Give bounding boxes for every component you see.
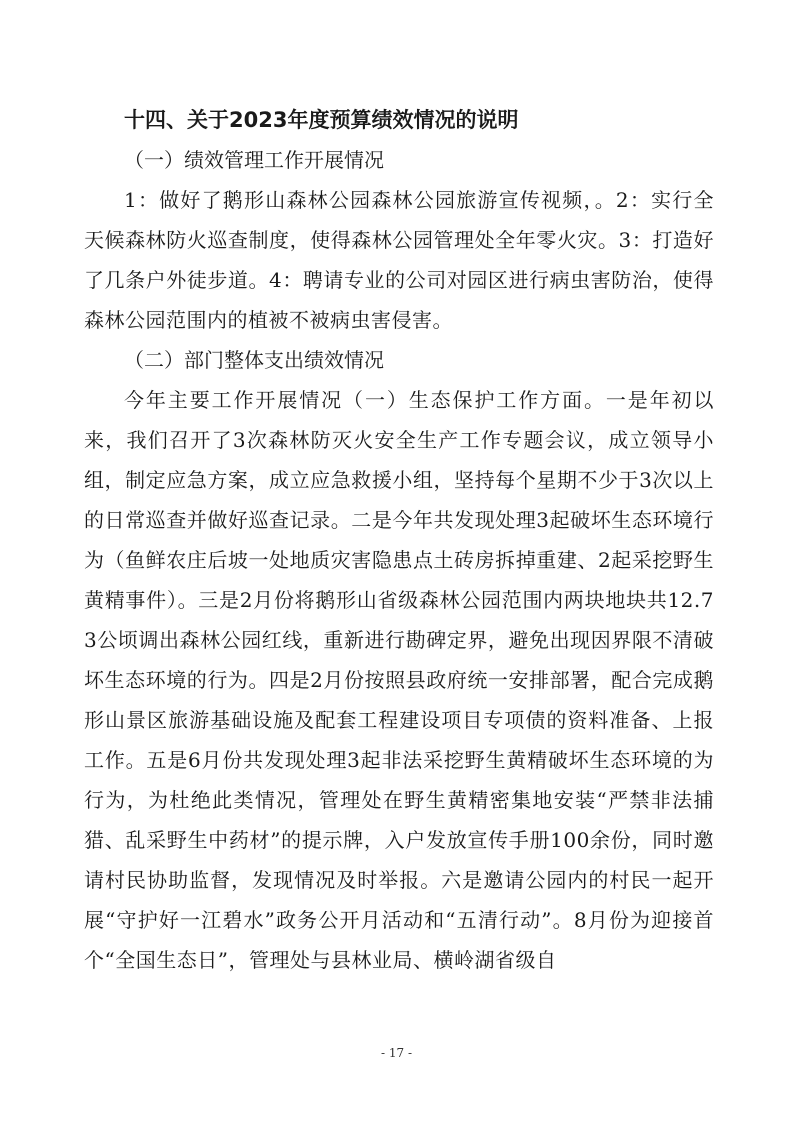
paragraph-department-expenditure: 今年主要工作开展情况（一）生态保护工作方面。一是年初以来，我们召开了3次森林防灭火安全生产工作专题会议，成立领导小组，制定应急方案，成立应急救援小组，坚持每个星期不少于3次以上的日常巡查并做好巡查记录。二是今年共发现处理3起破坏生态环境行为（鱼鲜农庄后坡一处地质灾害隐患点土砖房拆掉重建、2起采挖野生黄精事件）。三是2月份将鹅形山省级森林公园范围内两块地块共12.73公顷调出森林公园红线，重新进行勘碑定界，避免出现因界限不清破坏生态环境的行为。四是2月份按照县政府统一安排部署，配合完成鹅形山景区旅游基础设施及配套工程建设项目专项债的资料准备、上报工作。五是6月份共发现处理3起非法采挖野生黄精破坏生态环境的为行为，为杜绝此类情况，管理处在野生黄精密集地安装“严禁非法捕猎、乱采野生中药材”的提示牌，入户发放宣传手册100余份，同时邀请村民协助监督，发现情况及时举报。六是邀请公园内的村民一起开展“守护好一江碧水”政务公开月活动和“五清行动”。8月份为迎接首个“全国生态日”，管理处与县林业局、横岭湖省级自 [84,388,714,972]
subsection-title-performance-management: （一）绩效管理工作开展情况 [124,148,384,172]
page-number: - 17 - [380,1046,412,1060]
subsection-title-department-expenditure: （二）部门整体支出绩效情况 [124,348,384,372]
section-heading: 十四、关于2023年度预算绩效情况的说明 [124,108,519,132]
document-body [84,100,714,980]
paragraph-performance-management: 1：做好了鹅形山森林公园森林公园旅游宣传视频，。2：实行全天候森林防火巡查制度，使得森林公园管理处全年零火灾。3：打造好了几条户外徒步道。4：聘请专业的公司对园区进行病虫害防治，使得森林公园范围内的植被不被病虫害侵害。 [84,188,714,332]
